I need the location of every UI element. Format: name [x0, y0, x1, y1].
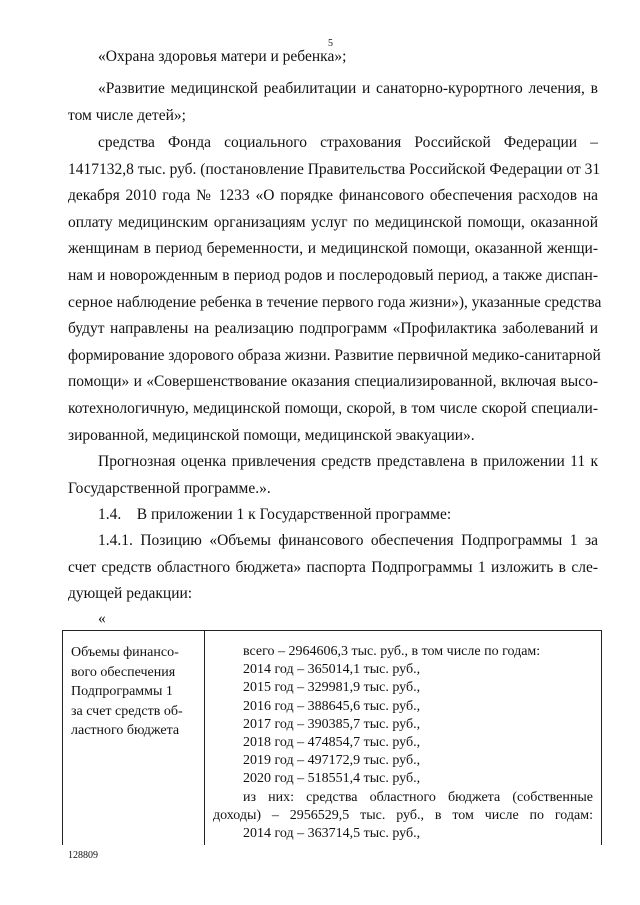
- para-item-1-4-1: [68, 528, 598, 608]
- value-line: 2020 год – 518551,4 тыс. руб.,: [243, 771, 421, 787]
- value-line: всего – 2964606,3 тыс. руб., в том числе по годам:: [243, 644, 541, 659]
- text-line: котехнологичную, медицинской помощи, скорой, в том числе скорой специали-: [68, 399, 598, 417]
- value-line: 2019 год – 497172,9 тыс. руб.,: [243, 753, 421, 769]
- text-line: средства Фонда социального страхования Российской Федерации –: [98, 134, 598, 151]
- para-list-item-1: [68, 44, 598, 71]
- text-line: дующей редакции:: [68, 585, 193, 603]
- value-line: 2016 год – 388645,6 тыс. руб.,: [243, 698, 421, 714]
- value-line: 2017 год – 390385,7 тыс. руб.,: [243, 716, 421, 732]
- text-line: «Охрана здоровья матери и ребенка»;: [98, 48, 347, 65]
- text-line: 1.4.1. Позицию «Объемы финансового обеспечения Подпрограммы 1 за: [98, 532, 598, 549]
- document-code: 128809: [68, 850, 98, 861]
- text-line: Государственной программе.».: [68, 479, 271, 497]
- table-value-cell: [213, 643, 593, 843]
- text-line: 1.4. В приложении 1 к Государственной программе:: [98, 506, 452, 523]
- label-line: ластного бюджета: [71, 723, 180, 738]
- value-line: 2015 год – 329981,9 тыс. руб.,: [243, 680, 421, 696]
- text-line: нам и новорожденным в период родов и послеродовый период, а также диспан-: [68, 266, 598, 284]
- text-line: «: [98, 610, 106, 627]
- table-column-divider: [204, 631, 205, 845]
- value-line: 2018 год – 474854,7 тыс. руб.,: [243, 735, 421, 751]
- funding-table: [62, 630, 602, 845]
- text-line: том числе детей»;: [68, 106, 186, 124]
- text-line: «Развитие медицинской реабилитации и санаторно-курортного лечения, в: [98, 80, 598, 97]
- text-line: будут направлены на реализацию подпрограмм «Профилактика заболеваний и: [68, 320, 598, 338]
- text-line: декабря 2010 года № 1233 «О порядке финансового обеспечения расходов на: [68, 187, 598, 205]
- text-line: Прогнозная оценка привлечения средств представлена в приложении 11 к: [98, 453, 598, 470]
- text-line: 1417132,8 тыс. руб. (постановление Правительства Российской Федерации от 31: [68, 160, 601, 178]
- para-list-item-2: [68, 76, 598, 129]
- label-line: за счет средств об-: [71, 703, 183, 719]
- value-line: доходы) – 2956529,5 тыс. руб., в том числе по годам:: [213, 807, 593, 823]
- value-line: 2014 год – 363714,5 тыс. руб.,: [243, 826, 421, 842]
- para-fss-funds: [68, 130, 602, 449]
- label-line: Объемы финансо-: [71, 645, 179, 660]
- text-line: счет средств областного бюджета» паспорта Подпрограммы 1 изложить в сле-: [68, 558, 598, 576]
- text-line: зированной, медицинской помощи, медицинской эвакуации».: [68, 426, 475, 444]
- label-line: Подпрограммы 1: [71, 684, 173, 699]
- value-line: 2014 год – 365014,1 тыс. руб.,: [243, 662, 421, 678]
- opening-quote: [68, 606, 598, 633]
- text-line: женщинам в период беременности, и медицинской помощи, оказанной женщи-: [68, 240, 598, 258]
- para-item-1-4: [68, 502, 598, 529]
- text-line: формирование здорового образа жизни. Развитие первичной медико-санитарной: [68, 346, 601, 364]
- page-number: 5: [328, 38, 333, 49]
- text-line: помощи» и «Совершенствование оказания специализированной, включая высо-: [68, 373, 598, 391]
- text-line: серное наблюдение ребенка в течение первого года жизни»), указанные средства: [68, 293, 602, 311]
- para-forecast: [68, 449, 598, 502]
- table-label-cell: [71, 643, 199, 741]
- value-line: из них: средства областного бюджета (собственные: [243, 789, 593, 805]
- label-line: вого обеспечения: [71, 664, 176, 680]
- text-line: оплату медицинским организациям услуг по медицинской помощи, оказанной: [68, 213, 598, 231]
